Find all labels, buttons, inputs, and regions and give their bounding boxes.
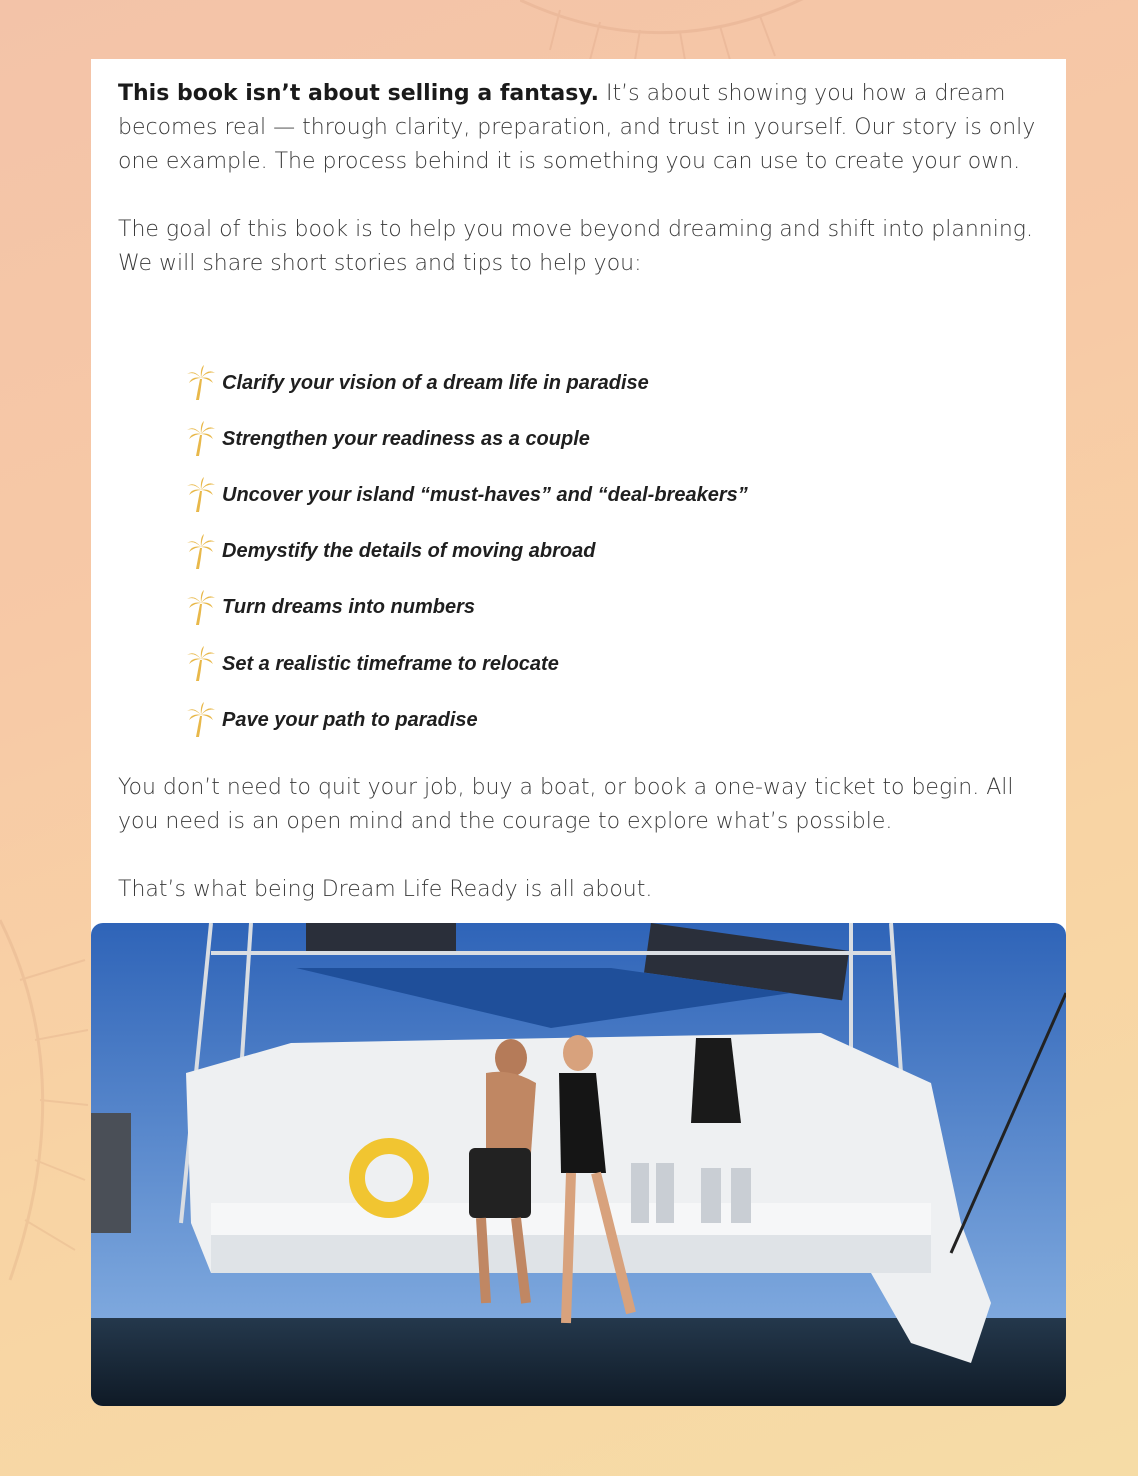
list-item: [186, 580, 748, 636]
text-content: [118, 77, 1043, 902]
palm-tree-icon: [186, 477, 216, 513]
closing-paragraph: You don’t need to quit your job, buy a boat, or book a one-way ticket to begin. All you need is an open mind and the courage to explore what’s possible.: [118, 775, 1014, 834]
page-card: [91, 59, 1066, 939]
palm-tree-icon: [186, 646, 216, 682]
palm-frond-decoration-top: [520, 0, 820, 60]
palm-tree-icon: [186, 590, 216, 626]
list-item: [186, 355, 748, 411]
bullet-label: Turn dreams into numbers: [222, 596, 476, 619]
bullet-label: Uncover your island “must-haves” and “deal-breakers”: [222, 483, 748, 506]
bullet-label: Strengthen your readiness as a couple: [222, 427, 590, 450]
list-item: [186, 411, 748, 467]
palm-frond-decoration-left: [0, 880, 90, 1300]
list-item: [186, 692, 748, 748]
intro-paragraph: [118, 77, 1043, 179]
bullet-label: Demystify the details of moving abroad: [222, 540, 596, 563]
palm-tree-icon: [186, 702, 216, 738]
intro-lead-bold: This book isn’t about selling a fantasy.: [118, 81, 600, 106]
bullet-label: Set a realistic timeframe to relocate: [222, 652, 559, 675]
list-item: [186, 524, 748, 580]
bullet-label: Clarify your vision of a dream life in paradise: [222, 371, 649, 394]
catamaran-photo: [91, 923, 1066, 1406]
palm-tree-icon: [186, 534, 216, 570]
palm-tree-icon: [186, 365, 216, 401]
list-item: [186, 467, 748, 523]
goal-bullet-list: [186, 355, 748, 748]
list-item: [186, 636, 748, 692]
intro-lead-rest: It’s about showing you how a dream becomes real — through clarity, preparation, and trust in yourself. Our story is only one example. The process behind it is something you can use to create your own.: [118, 81, 1036, 174]
bullet-label: Pave your path to paradise: [222, 708, 478, 731]
goal-paragraph: The goal of this book is to help you move beyond dreaming and shift into planning. We will share short stories and tips to help you:: [118, 217, 1033, 276]
final-line: That’s what being Dream Life Ready is all about.: [118, 877, 653, 902]
palm-tree-icon: [186, 421, 216, 457]
